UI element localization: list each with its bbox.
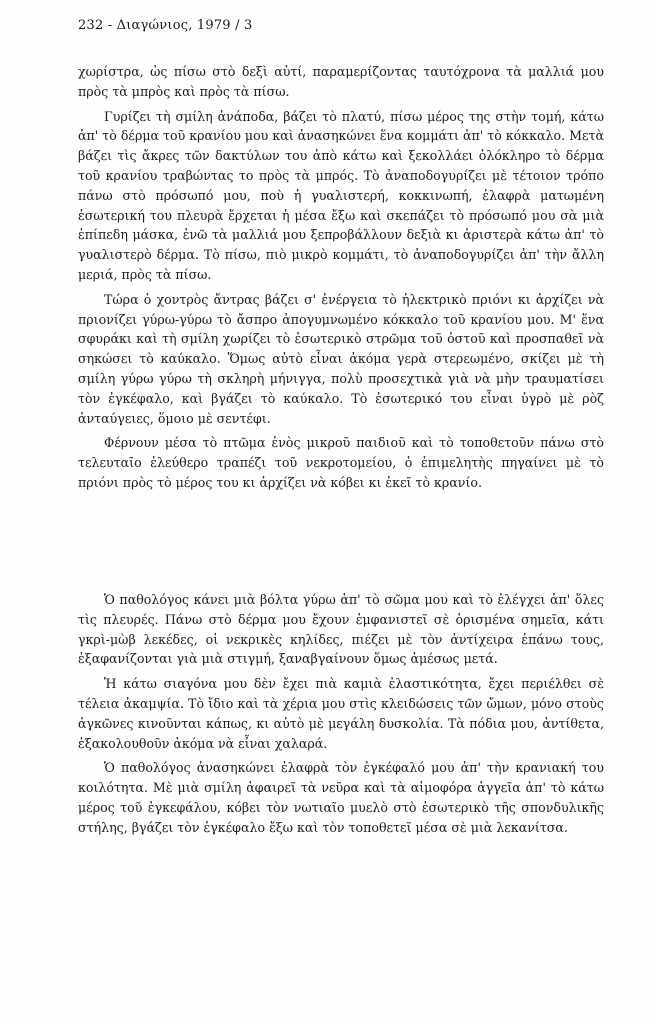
running-head: 232 - Διαγώνιος, 1979 / 3 xyxy=(78,18,253,33)
paragraph: Ἡ κάτω σιαγόνα μου δὲν ἔχει πιὰ καμιὰ ἐλαστικότητα, ἔχει περιέλθει σὲ τέλεια ἀκαμψία. Τὸ ἴδιο καὶ τὰ χέρια μου στὶς κλειδώσεις τῶν ὤμων, μόνο στοὺς ἀγκῶνες κινοῦνται κάπως, κι αὐτὸ μὲ μεγάλη δυσκολία. Τὰ πόδια μου, ἀντίθετα, ἐξακολουθοῦν ἀκόμα νὰ εἶναι χαλαρά. xyxy=(78,676,604,751)
text-section-2 xyxy=(78,590,604,843)
paragraph: Ὁ παθολόγος ἀνασηκώνει ἐλαφρὰ τὸν ἐγκέφαλό μου ἀπ' τὴν κρανιακή του κοιλότητα. Μὲ μιὰ σμίλη ἀφαιρεῖ τὰ νεῦρα καὶ τὰ αἱμοφόρα ἀγγεῖα ἀπ' τὸ κάτω μέρος τοῦ ἐγκεφάλου, κόβει τὸν νωτιαῖο μυελὸ στὸ ἐσωτερικὸ τῆς σπονδυλικῆς στήλης, βγάζει τὸν ἐγκέφαλο ἔξω καὶ τὸν τοποθετεῖ μέσα σὲ μιὰ λεκανίτσα. xyxy=(78,760,604,835)
paragraph: Τώρα ὁ χοντρὸς ἄντρας βάζει σ' ἐνέργεια τὸ ἠλεκτρικὸ πριόνι κι ἀρχίζει νὰ πριονίζει γύρω-γύρω τὸ ἄσπρο ἀπογυμνωμένο κόκκαλο τοῦ κρανίου μου. Μ' ἕνα σφυράκι καὶ τὴ σμίλη χωρίζει τὸ ἐσωτερικὸ στρῶμα τοῦ ὀστοῦ καὶ προσπαθεῖ νὰ σηκώσει τὸ καύκαλο. Ὅμως αὐτὸ εἶναι ἀκόμα γερὰ στερεωμένο, σκίζει μὲ τὴ σμίλη γύρω γύρω τὴ σκληρὴ μήνιγγα, πολὺ προσεχτικὰ γιὰ νὰ μὴν τραυματίσει τὸν ἐγκέφαλο, καὶ βγάζει τὸ καύκαλο. Τὸ ἐσωτερικό του εἶναι ὑγρὸ μὲ ρὸζ ἀνταύγειες, ὅμοιο μὲ σεντέφι. xyxy=(78,291,604,426)
paragraph: Γυρίζει τὴ σμίλη ἀνάποδα, βάζει τὸ πλατύ, πίσω μέρος της στὴν τομή, κάτω ἀπ' τὸ δέρμα τοῦ κρανίου μου καὶ ἀνασηκώνει ἕνα κομμάτι ἀπ' τὸ κόκκαλο. Μετὰ βάζει τὶς ἄκρες τῶν δακτύλων του ἀπὸ κάτω καὶ ξεκολλάει ὁλόκληρο τὸ δέρμα τοῦ κρανίου τραβώντας το πρὸς τὰ μπρός. Τὸ ἀναποδογυρίζει μὲ τέτοιον τρόπο πάνω στὸ πρόσωπό μου, ποὺ ἡ γυαλιστερή, κοκκινωπή, ἐλαφρὰ ματωμένη ἐσωτερική του πλευρὰ ἔρχεται ἡ μέσα ἔξω καὶ σκεπάζει τὸ πρόσωπό μου σὰ μιὰ ἐπίπεδη μάσκα, ἐνῶ τὰ μαλλιά μου ξεπροβάλλουν δεξιὰ κι ἀριστερὰ κάτω ἀπ' τὸ γυαλιστερὸ δέρμα. Τὸ πίσω, πιὸ μικρὸ κομμάτι, τὸ ἀναποδογυρίζει ἀπ' τὴν ἄλλη μεριά, πρὸς τὰ πίσω. xyxy=(78,108,604,282)
paragraph: Ὁ παθολόγος κάνει μιὰ βόλτα γύρω ἀπ' τὸ σῶμα μου καὶ τὸ ἐλέγχει ἀπ' ὅλες τὶς πλευρές. Πάνω στὸ δέρμα μου ἔχουν ἐμφανιστεῖ σὲ ὁρισμένα σημεῖα, κάτι γκρὶ-μὼβ λεκέδες, οἱ νεκρικὲς κηλίδες, πιέζει μὲ τὸν ἀντίχειρα ἐπάνω τους, ἐξαφανίζονται γιὰ μιὰ στιγμή, ξαναβγαίνουν ὅμως ἀμέσως μετά. xyxy=(78,592,604,667)
paragraph: Φέρνουν μέσα τὸ πτῶμα ἑνὸς μικροῦ παιδιοῦ καὶ τὸ τοποθετοῦν πάνω στὸ τελευταῖο ἐλεύθερο τραπέζι τοῦ νεκροτομείου, ὁ ἐπιμελητὴς πηγαίνει μὲ τὸ πριόνι πρὸς τὸ μέρος του κι ἀρχίζει νὰ κόβει κι ἐκεῖ τὸ κρανίο. xyxy=(78,435,604,490)
paragraph: χωρίστρα, ὡς πίσω στὸ δεξὶ αὐτί, παραμερίζοντας ταυτόχρονα τὰ μαλλιά μου πρὸς τὰ μπρὸς καὶ πρὸς τὰ πίσω. xyxy=(78,64,604,99)
text-section-1 xyxy=(78,62,604,498)
